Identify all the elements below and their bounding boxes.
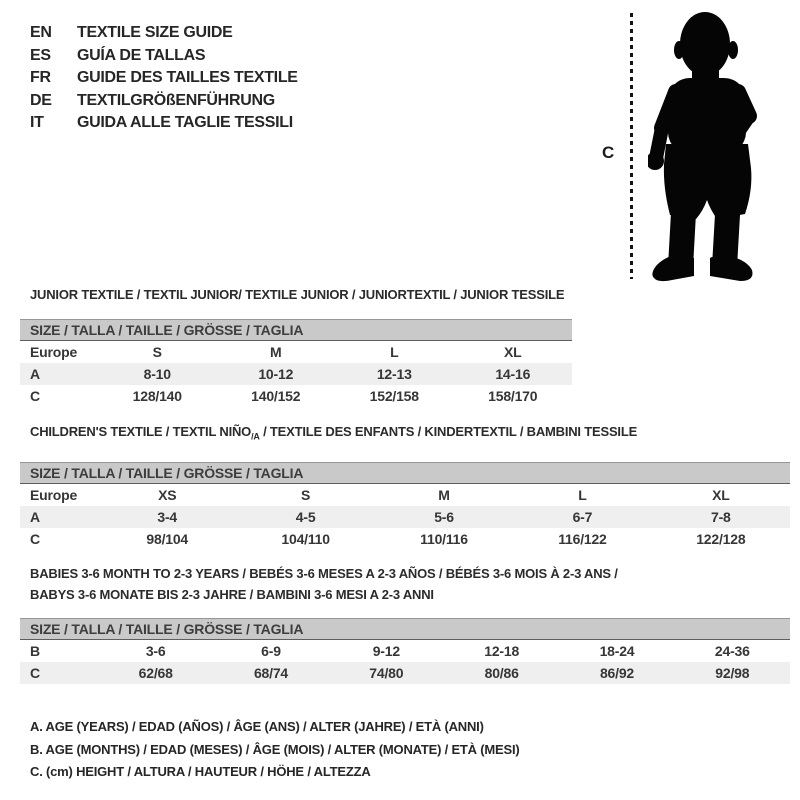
language-row-es (30, 45, 298, 68)
age-cell: 10-12 (258, 366, 294, 382)
footnote-a: A. AGE (YEARS) / EDAD (AÑOS) / ÂGE (ANS) / ALTER (JAHRE) / ETÀ (ANNI) (30, 719, 484, 734)
table-row-age (20, 363, 572, 385)
size-cell: XS (158, 486, 177, 503)
guide-title: GUIDE DES TAILLES TEXTILE (77, 69, 298, 87)
age-cell: 8-10 (143, 366, 171, 382)
size-header-bar: SIZE / TALLA / TAILLE / GRÖSSE / TAGLIA (20, 462, 790, 484)
table-row-europe (20, 484, 790, 506)
language-row-fr (30, 67, 298, 90)
height-cell: 140/152 (251, 388, 301, 404)
age-cell: 12-18 (484, 643, 520, 659)
table-row-europe (20, 341, 572, 363)
row-label: Europe (30, 344, 78, 360)
language-title-list (30, 22, 298, 135)
row-label: C (30, 388, 40, 404)
junior-textile-section (20, 287, 572, 407)
title-part: CHILDREN'S TEXTILE / TEXTIL NIÑO (30, 424, 252, 439)
age-cell: 18-24 (599, 643, 635, 659)
age-cell: 5-6 (434, 508, 454, 525)
table-row-age-months (20, 640, 790, 662)
age-cell: 4-5 (295, 508, 316, 525)
height-cell: 110/116 (420, 530, 468, 547)
age-cell: 3-6 (145, 643, 166, 659)
height-cell: 128/140 (132, 388, 182, 404)
guide-title: TEXTILE SIZE GUIDE (77, 24, 233, 42)
size-cell: S (152, 344, 162, 360)
height-dashed-line (630, 13, 633, 279)
height-cell: 92/98 (715, 665, 750, 681)
size-cell: M (270, 344, 282, 360)
babies-size-table (20, 618, 790, 684)
age-cell: 6-9 (261, 643, 281, 659)
title-part: / TEXTILE DES ENFANTS / KINDERTEXTIL / BAMBINI TESSILE (259, 424, 638, 439)
size-header-bar: SIZE / TALLA / TAILLE / GRÖSSE / TAGLIA (20, 618, 790, 640)
guide-title: TEXTILGRÖßENFÜHRUNG (77, 91, 275, 109)
age-cell: 9-12 (372, 643, 400, 659)
row-label: Europe (30, 486, 78, 503)
title-part-subscript: /A (251, 431, 260, 442)
children-size-table (20, 462, 790, 550)
row-label: C (30, 665, 40, 681)
language-row-it (30, 112, 298, 135)
height-cell: 116/122 (558, 530, 607, 547)
height-cell: 104/110 (281, 530, 330, 547)
age-cell: 6-7 (572, 508, 593, 525)
row-label: A (30, 508, 40, 525)
junior-size-table (20, 319, 572, 407)
age-cell: 7-8 (711, 508, 731, 525)
row-label: B (30, 643, 40, 659)
age-cell: 14-16 (495, 366, 531, 382)
row-label: C (30, 530, 40, 547)
toddler-silhouette-icon (648, 8, 774, 284)
junior-table-title: JUNIOR TEXTILE / TEXTIL JUNIOR/ TEXTILE JUNIOR / JUNIORTEXTIL / JUNIOR TESSILE (30, 287, 565, 302)
height-cell: 158/170 (488, 388, 538, 404)
babies-table-title-line1: BABIES 3-6 MONTH TO 2-3 YEARS / BEBÉS 3-6 MESES A 2-3 AÑOS / BÉBÉS 3-6 MOIS À 2-3 ANS / (30, 566, 618, 581)
height-cell: 68/74 (253, 665, 289, 681)
guide-title: GUÍA DE TALLAS (77, 46, 206, 64)
height-cell: 86/92 (599, 665, 634, 681)
size-header-bar: SIZE / TALLA / TAILLE / GRÖSSE / TAGLIA (20, 319, 572, 341)
language-code: IT (30, 114, 44, 132)
age-cell: 24-36 (714, 643, 750, 659)
footnote-b: B. AGE (MONTHS) / EDAD (MESES) / ÂGE (MOIS) / ALTER (MONATE) / ETÀ (MESI) (30, 741, 520, 757)
table-row-age (20, 506, 790, 528)
height-cell: 122/128 (696, 530, 746, 547)
height-cell: 98/104 (146, 530, 189, 547)
size-cell: M (438, 486, 450, 503)
height-cell: 152/158 (369, 388, 419, 404)
height-cell: 80/86 (484, 665, 519, 681)
size-cell: L (390, 344, 399, 360)
age-cell: 3-4 (157, 508, 178, 525)
babies-textile-section (20, 563, 790, 684)
footnote-c: C. (cm) HEIGHT / ALTURA / HAUTEUR / HÖHE / ALTEZZA (30, 764, 371, 779)
row-label: A (30, 366, 40, 382)
size-cell: L (578, 486, 587, 503)
size-cell: XL (712, 486, 730, 503)
language-code: DE (30, 91, 52, 109)
language-code: FR (30, 69, 51, 87)
height-cell: 62/68 (138, 665, 173, 681)
height-measure-label: C (602, 143, 615, 162)
guide-title: GUIDA ALLE TAGLIE TESSILI (77, 114, 293, 132)
table-row-height (20, 385, 572, 407)
table-row-height (20, 528, 790, 550)
language-row-en (30, 22, 298, 45)
language-code: ES (30, 46, 51, 64)
legend-footnotes (30, 716, 520, 784)
babies-table-title-line2: BABYS 3-6 MONATE BIS 2-3 JAHRE / BAMBINI 3-6 MESI A 2-3 ANNI (30, 587, 434, 602)
height-cell: 74/80 (369, 665, 404, 681)
children-textile-section (20, 424, 790, 550)
language-code: EN (30, 24, 52, 42)
size-cell: XL (504, 344, 522, 360)
age-cell: 12-13 (376, 366, 412, 382)
table-row-height (20, 662, 790, 684)
size-cell: S (301, 486, 311, 503)
language-row-de (30, 90, 298, 113)
children-table-title (20, 424, 790, 445)
